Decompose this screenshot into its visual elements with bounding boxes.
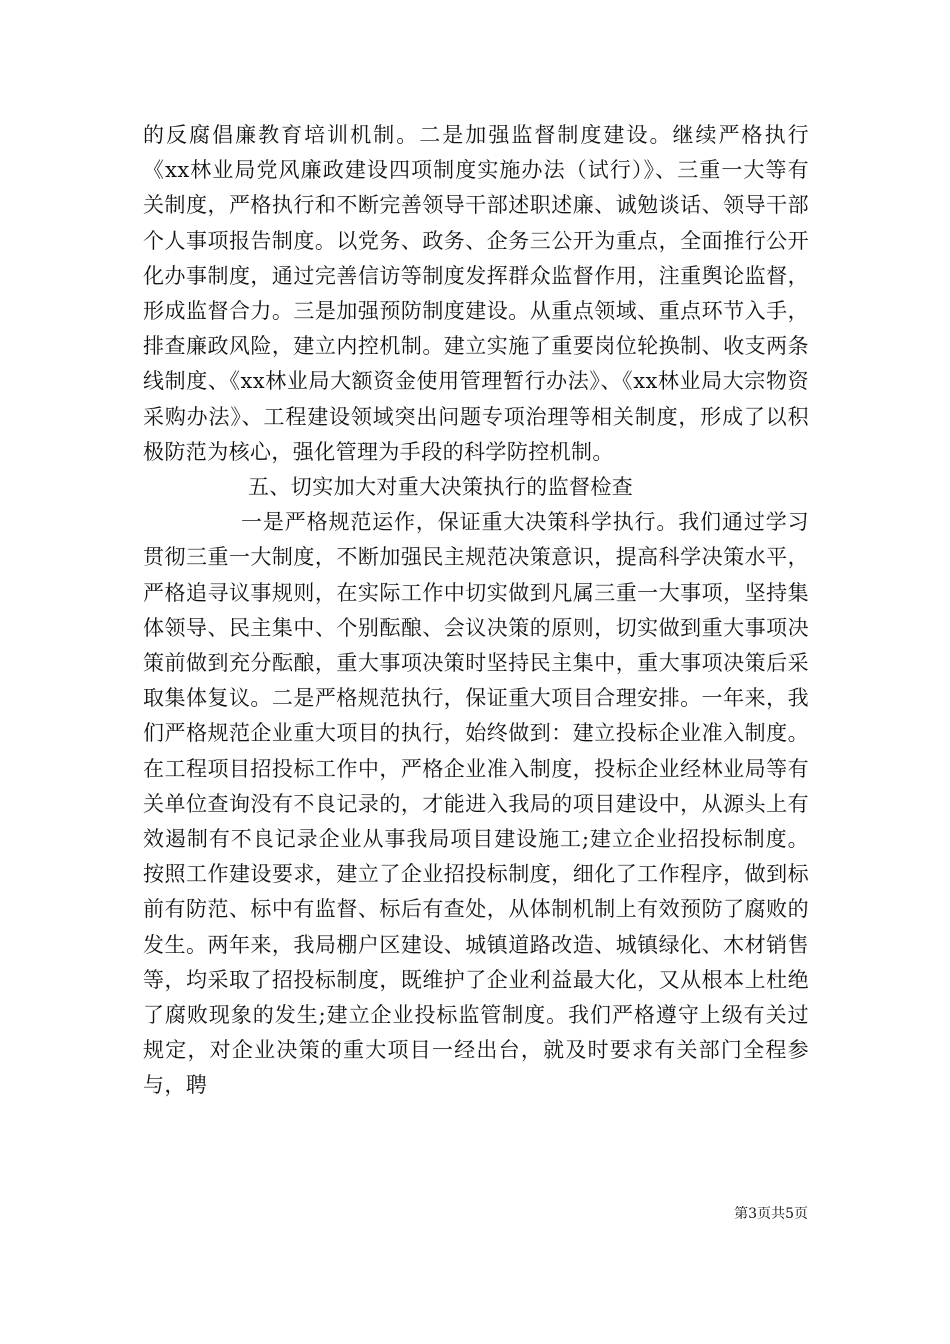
section-heading: 五、切实加大对重大决策执行的监督检查 [248, 475, 634, 500]
paragraph-continuation: 的反腐倡廉教育培训机制。二是加强监督制度建设。继续严格执行《xx林业局党风廉政建设四项制度实施办法（试行）》、三重一大等有关制度，严格执行和不断完善领导干部述职述廉、诚勉谈话、领导干部个人事项报告制度。以党务、政务、企务三公开为重点，全面推行公开化办事制度，通过完善信访等制度发挥群众监督作用，注重舆论监督，形成监督合力。三是加强预防制度建设。从重点领域、重点环节入手，排查廉政风险，建立内控机制。建立实施了重要岗位轮换制、收支两条线制度、《xx林业局大额资金使用管理暂行办法》、《xx林业局大宗物资采购办法》、工程建设领域突出问题专项治理等相关制度，形成了以积极防范为核心，强化管理为手段的科学防控机制。 [143, 123, 809, 464]
page-number: 第3页共5页 [734, 1206, 808, 1222]
paragraph-section-five: 一是严格规范运作，保证重大决策科学执行。我们通过学习贯彻三重一大制度，不断加强民主规范决策意识，提高科学决策水平，严格追寻议事规则，在实际工作中切实做到凡属三重一大事项，坚持集体领导、民主集中、个别酝酿、会议决策的原则，切实做到重大事项决策前做到充分酝酿，重大事项决策时坚持民主集中，重大事项决策后采取集体复议。二是严格规范执行，保证重大项目合理安排。一年来，我们严格规范企业重大项目的执行，始终做到：建立投标企业准入制度。在工程项目招投标工作中，严格企业准入制度，投标企业经林业局等有关单位查询没有不良记录的，才能进入我局的项目建设中，从源头上有效遏制有不良记录企业从事我局项目建设施工;建立企业招投标制度。按照工作建设要求，建立了企业招投标制度，细化了工作程序，做到标前有防范、标中有监督、标后有查处，从体制机制上有效预防了腐败的发生。两年来，我局棚户区建设、城镇道路改造、城镇绿化、木材销售等，均采取了招投标制度，既维护了企业利益最大化，又从根本上杜绝了腐败现象的发生;建立企业投标监管制度。我们严格遵守上级有关过规定，对企业决策的重大项目一经出台，就及时要求有关部门全程参与，聘 [143, 510, 809, 1098]
document-body [143, 118, 809, 1104]
